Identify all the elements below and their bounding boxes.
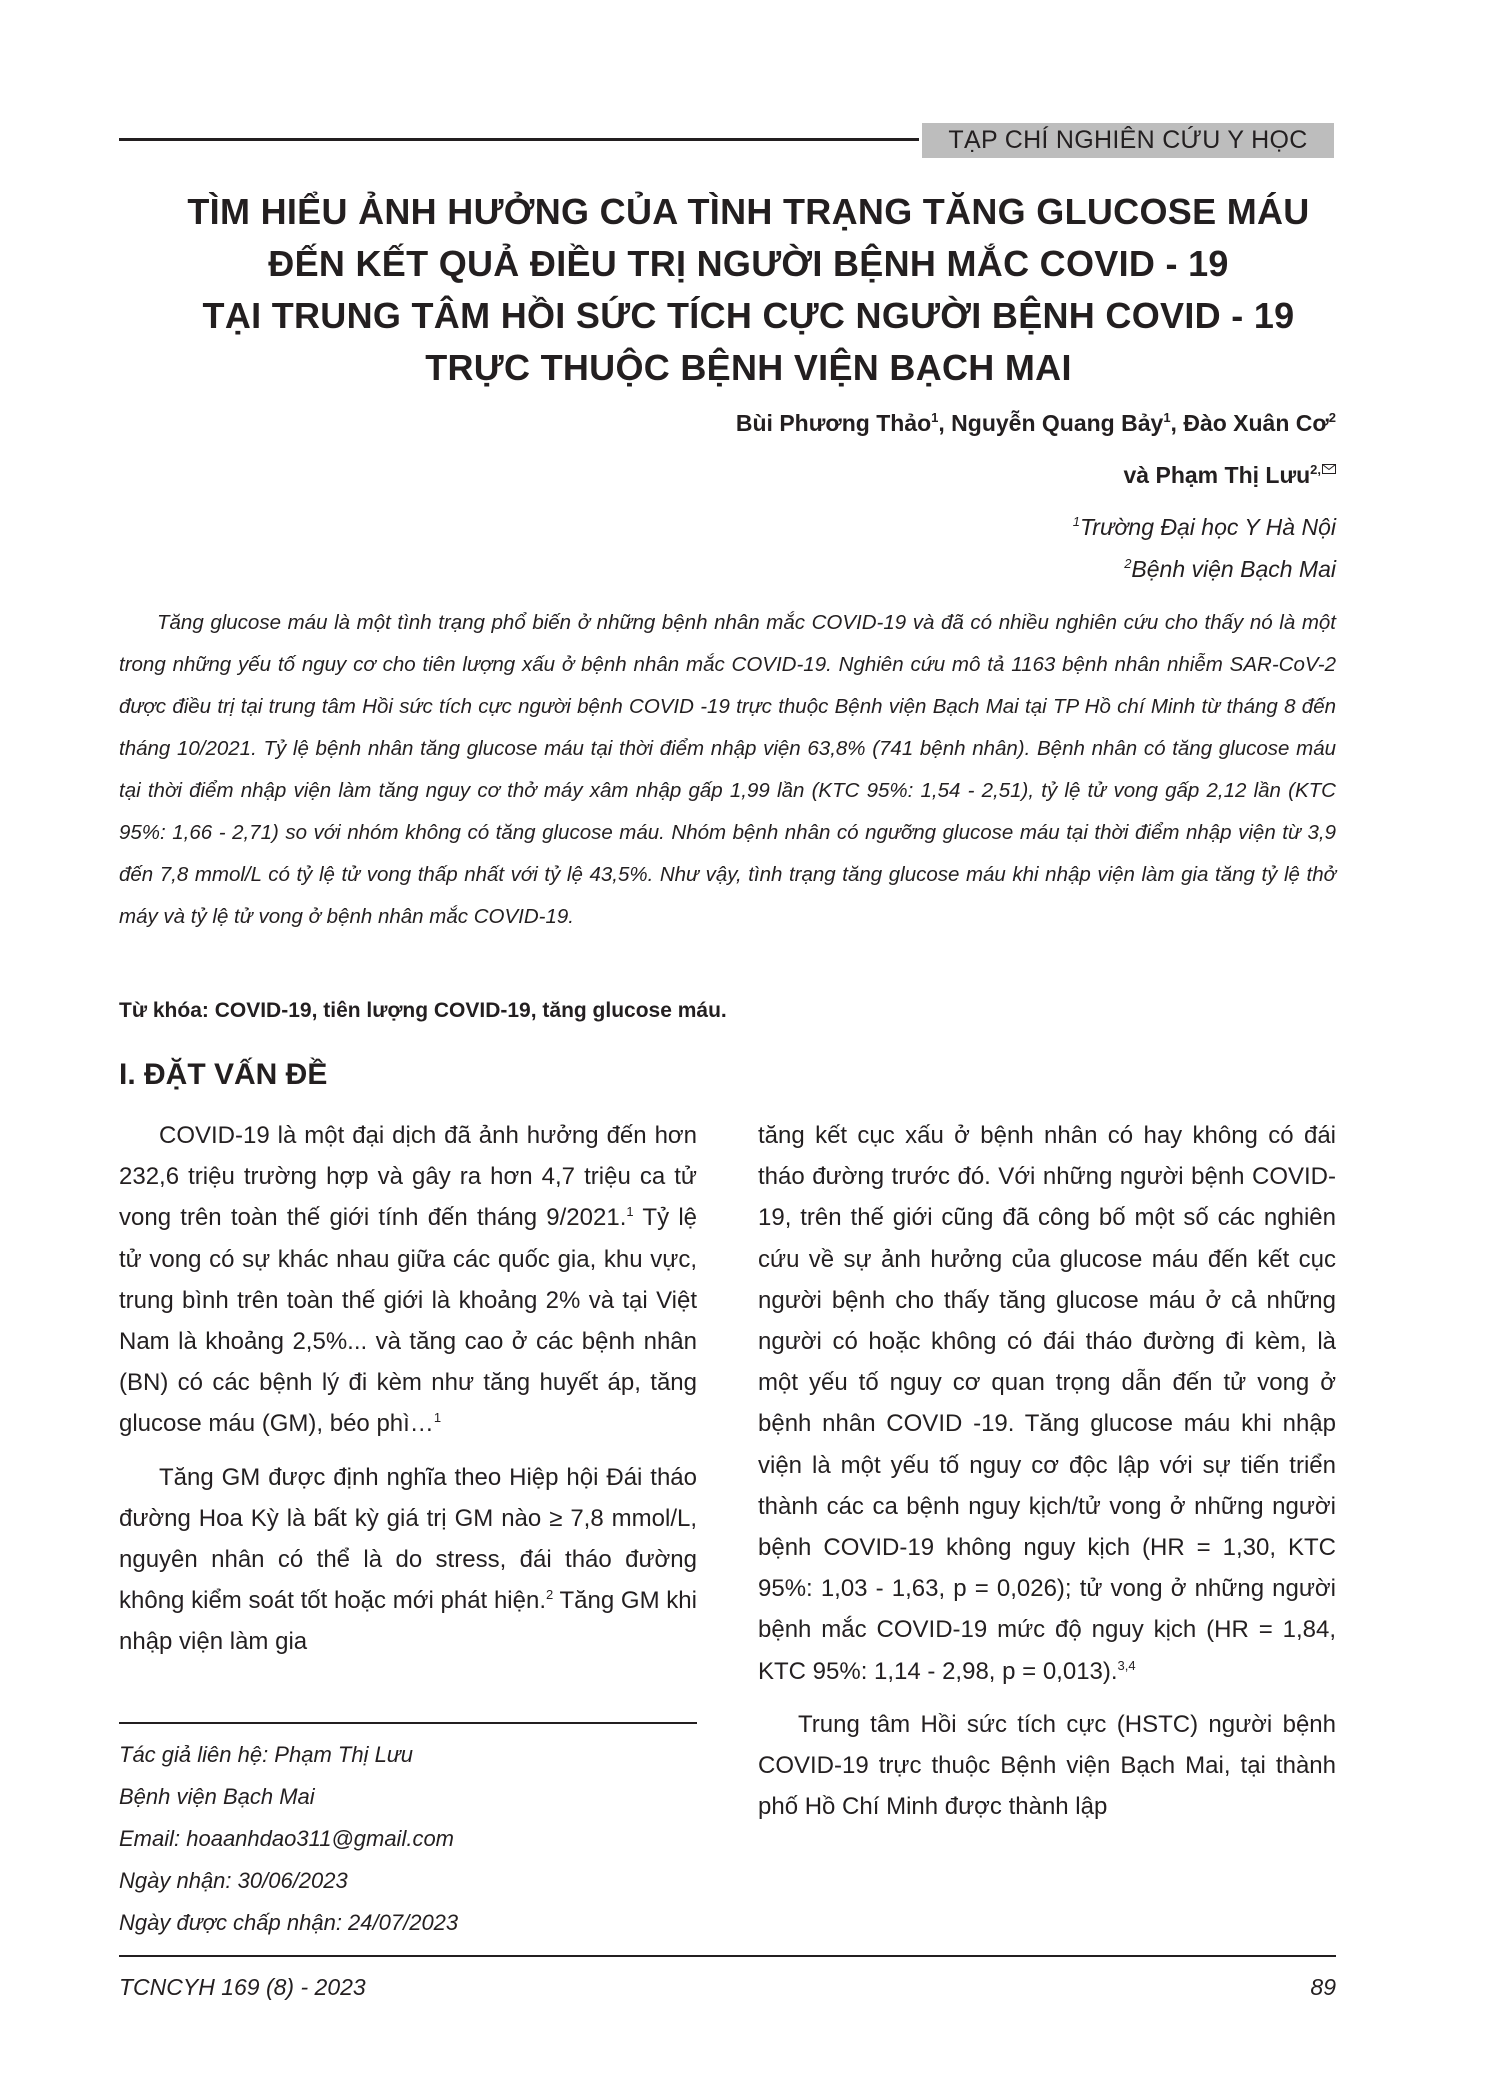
paragraph-text: Tăng GM khi nhập viện làm gia — [119, 1587, 697, 1656]
citation-marker: 2 — [545, 1587, 554, 1603]
author-name: Phạm Thị Lưu — [1155, 462, 1311, 488]
affiliation-marker: 2 — [1328, 410, 1336, 425]
affiliations — [536, 506, 1336, 590]
author-name: Nguyễn Quang Bảy — [951, 410, 1164, 436]
affiliation-number: 1 — [1072, 514, 1080, 529]
abstract — [119, 602, 1336, 938]
affiliation-line — [536, 548, 1336, 590]
title-line: ĐẾN KẾT QUẢ ĐIỀU TRỊ NGƯỜI BỆNH MẮC COVID - 19 — [268, 243, 1229, 284]
citation-marker: 1 — [433, 1410, 442, 1426]
corresponding-author: Tác giả liên hệ: Phạm Thị Lưu — [119, 1742, 413, 1767]
contact-info — [119, 1734, 697, 1944]
footer-journal: TCNCYH 169 (8) - 2023 — [119, 1974, 366, 2000]
title-line: TRỰC THUỘC BỆNH VIỆN BẠCH MAI — [425, 347, 1072, 388]
left-column — [119, 1115, 697, 1663]
affiliation-number: 2 — [1124, 556, 1132, 571]
paragraph-text: tăng kết cục xấu ở bệnh nhân có hay không có đái tháo đường trước đó. Với những người bệnh COVID-19, trên thế giới cũng đã công bố một số các nghiên cứu về sự ảnh hưởng của glucose máu đến kết cục người bệnh cho thấy tăng glucose máu ở cả những người có hoặc không có đái tháo đường đi kèm, là một yếu tố nguy cơ quan trọng dẫn đến tử vong ở bệnh nhân COVID -19. Tăng glucose máu khi nhập viện là một yếu tố nguy cơ độc lập với sự tiến triển thành các ca bệnh nguy kịch/tử vong ở những người bệnh COVID-19 không nguy kịch (HR = 1,30, KTC 95%: 1,03 - 1,63, p = 0,026); tử vong ở những người bệnh mắc COVID-19 mức độ nguy kịch (HR = 1,84, KTC 95%: 1,14 - 2,98, p = 0,013). — [758, 1122, 1336, 1685]
footer-rule — [119, 1955, 1336, 1957]
envelope-icon — [1322, 445, 1336, 488]
body-paragraph: Trung tâm Hồi sức tích cực (HSTC) người bệnh COVID-19 trực thuộc Bệnh viện Bạch Mai, tại thành phố Hồ Chí Minh được thành lập — [758, 1710, 1336, 1821]
paragraph-text: Tăng GM được định nghĩa theo Hiệp hội Đái tháo đường Hoa Kỳ là bất kỳ giá trị GM nào ≥ 7,8 mmol/L, nguyên nhân có thể là do stress, đái tháo đường không kiểm soát tốt hoặc mới phát hiện. — [119, 1463, 697, 1615]
body-paragraph — [758, 1115, 1336, 1692]
affiliation-line — [536, 506, 1336, 548]
body-paragraph — [119, 1457, 697, 1663]
author-name: Bùi Phương Thảo — [735, 410, 932, 436]
author-separator: , — [1170, 410, 1184, 436]
affiliation-name: Bệnh viện Bạch Mai — [1131, 556, 1336, 582]
paragraph-text: COVID-19 là một đại dịch đã ảnh hưởng đến hơn 232,6 triệu trường hợp và gây ra hơn 4,7 triệu ca tử vong trên toàn thế giới tính đến tháng 9/2021. — [119, 1122, 697, 1232]
section-heading: I. ĐẶT VẤN ĐỀ — [119, 1058, 328, 1091]
affiliation-name: Trường Đại học Y Hà Nội — [1079, 514, 1336, 540]
contact-rule — [119, 1722, 697, 1724]
author-line — [136, 402, 1336, 445]
received-date: Ngày nhận: 30/06/2023 — [119, 1868, 348, 1893]
affiliation-marker: 1 — [1163, 410, 1171, 425]
author-conjunction: và — [1123, 462, 1156, 488]
contact-email: Email: hoaanhdao311@gmail.com — [119, 1826, 455, 1851]
title-line: TẠI TRUNG TÂM HỒI SỨC TÍCH CỰC NGƯỜI BỆNH COVID - 19 — [202, 295, 1295, 336]
paragraph-text: Tỷ lệ tử vong có sự khác nhau giữa các quốc gia, khu vực, trung bình trên toàn thế giới là khoảng 2% và tại Việt Nam là khoảng 2,5%... và tăng cao ở các bệnh nhân (BN) có các bệnh lý đi kèm như tăng huyết áp, tăng glucose máu (GM), béo phì… — [119, 1204, 697, 1438]
accepted-date: Ngày được chấp nhận: 24/07/2023 — [119, 1910, 459, 1935]
journal-tag: TẠP CHÍ NGHIÊN CỨU Y HỌC — [922, 123, 1334, 158]
title-line: TÌM HIỂU ẢNH HƯỞNG CỦA TÌNH TRẠNG TĂNG GLUCOSE MÁU — [187, 191, 1310, 232]
author-name: Đào Xuân Cơ — [1183, 410, 1329, 436]
abstract-text: Tăng glucose máu là một tình trạng phổ biến ở những bệnh nhân mắc COVID-19 và đã có nhiều nghiên cứu cho thấy nó là một trong những yếu tố nguy cơ cho tiên lượng xấu ở bệnh nhân mắc COVID-19. Nghiên cứu mô tả 1163 bệnh nhân nhiễm SAR-CoV-2 được điều trị tại trung tâm Hồi sức tích cực người bệnh COVID -19 trực thuộc Bệnh viện Bạch Mai tại TP Hồ chí Minh từ tháng 8 đến tháng 10/2021. Tỷ lệ bệnh nhân tăng glucose máu tại thời điểm nhập viện 63,8% (741 bệnh nhân). Bệnh nhân có tăng glucose máu tại thời điểm nhập viện làm tăng nguy cơ thở máy xâm nhập gấp 1,99 lần (KTC 95%: 1,54 - 2,51), tỷ lệ tử vong gấp 2,12 lần (KTC 95%: 1,66 - 2,71) so với nhóm không có tăng glucose máu. Nhóm bệnh nhân có ngưỡng glucose máu tại thời điểm nhập viện từ 3,9 đến 7,8 mmol/L có tỷ lệ tử vong thấp nhất với tỷ lệ 43,5%. Như vậy, tình trạng tăng glucose máu khi nhập viện làm gia tăng tỷ lệ thở máy và tỷ lệ tử vong ở bệnh nhân mắc COVID-19. — [119, 611, 1336, 928]
affiliation-marker: 2, — [1310, 462, 1321, 477]
author-line — [136, 445, 1336, 497]
author-list — [136, 402, 1336, 497]
contact-institution: Bệnh viện Bạch Mai — [119, 1784, 315, 1809]
keywords: Từ khóa: COVID-19, tiên lượng COVID-19, tăng glucose máu. — [119, 999, 727, 1022]
body-paragraph — [119, 1115, 697, 1445]
right-column — [758, 1115, 1336, 1827]
affiliation-marker: 1 — [931, 410, 939, 425]
page-number: 89 — [1310, 1974, 1336, 2000]
article-title — [100, 186, 1397, 394]
citation-marker: 3,4 — [1117, 1657, 1136, 1673]
author-separator: , — [938, 410, 952, 436]
header-rule — [119, 138, 919, 141]
citation-marker: 1 — [626, 1204, 634, 1220]
